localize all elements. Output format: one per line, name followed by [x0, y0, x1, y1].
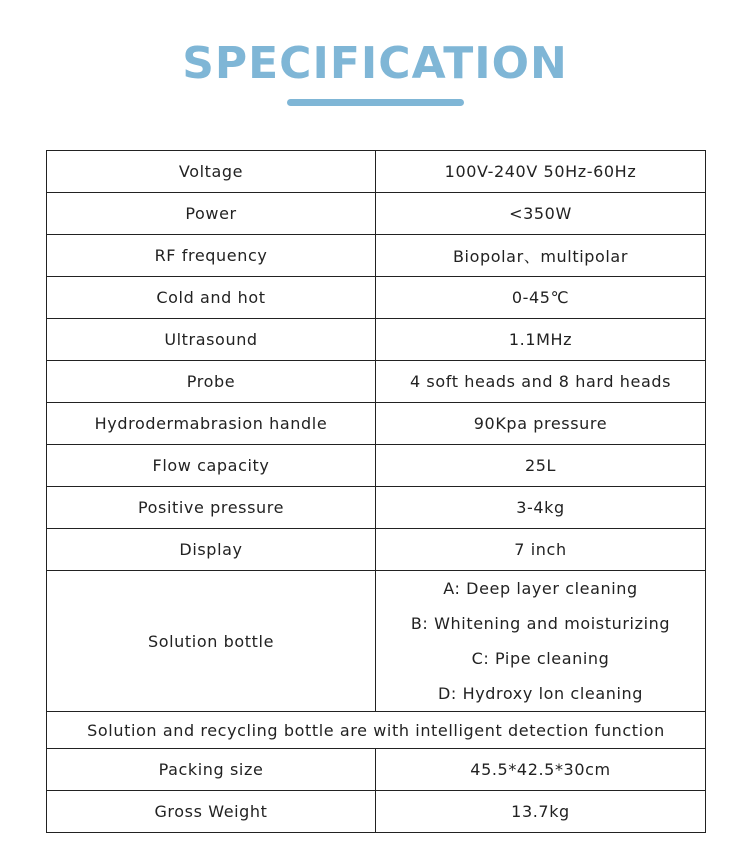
- spec-value: <350W: [376, 193, 706, 235]
- page-title: SPECIFICATION: [182, 38, 568, 89]
- spec-label: Solution bottle: [47, 571, 376, 712]
- spec-value-list: [376, 571, 706, 712]
- spec-value: 3-4kg: [376, 487, 706, 529]
- spec-label: Power: [47, 193, 376, 235]
- spec-value: 4 soft heads and 8 hard heads: [376, 361, 706, 403]
- spec-value: 0-45℃: [376, 277, 706, 319]
- table-row: [47, 749, 706, 791]
- table-row: [47, 319, 706, 361]
- table-row: [47, 151, 706, 193]
- table-row: [47, 487, 706, 529]
- spec-value: 45.5*42.5*30cm: [376, 749, 706, 791]
- solution-item: D: Hydroxy lon cleaning: [437, 684, 644, 703]
- spec-label: Display: [47, 529, 376, 571]
- spec-label: Probe: [47, 361, 376, 403]
- solution-item: A: Deep layer cleaning: [443, 579, 638, 598]
- spec-label: Voltage: [47, 151, 376, 193]
- spec-label: Packing size: [47, 749, 376, 791]
- title-underline: [287, 99, 464, 106]
- table-row: [47, 361, 706, 403]
- table-row: [47, 277, 706, 319]
- spec-label: Positive pressure: [47, 487, 376, 529]
- specification-table: [46, 150, 706, 833]
- table-row-note: [47, 712, 706, 749]
- spec-value: 13.7kg: [376, 791, 706, 833]
- table-row: [47, 235, 706, 277]
- spec-value: 90Kpa pressure: [376, 403, 706, 445]
- table-row: [47, 403, 706, 445]
- solution-item: C: Pipe cleaning: [471, 649, 610, 668]
- spec-label: Cold and hot: [47, 277, 376, 319]
- spec-label: Gross Weight: [47, 791, 376, 833]
- spec-value: 100V-240V 50Hz-60Hz: [376, 151, 706, 193]
- spec-label: RF frequency: [47, 235, 376, 277]
- spec-value: 25L: [376, 445, 706, 487]
- table-row: [47, 529, 706, 571]
- table-row: [47, 445, 706, 487]
- spec-value: 1.1MHz: [376, 319, 706, 361]
- table-row: [47, 193, 706, 235]
- spec-note: Solution and recycling bottle are with intelligent detection function: [47, 712, 706, 749]
- solution-item: B: Whitening and moisturizing: [410, 614, 671, 633]
- table-row-solution: [47, 571, 706, 712]
- table-row: [47, 791, 706, 833]
- spec-label: Hydrodermabrasion handle: [47, 403, 376, 445]
- spec-label: Ultrasound: [47, 319, 376, 361]
- spec-value: Biopolar、multipolar: [376, 235, 706, 277]
- spec-label: Flow capacity: [47, 445, 376, 487]
- spec-value: 7 inch: [376, 529, 706, 571]
